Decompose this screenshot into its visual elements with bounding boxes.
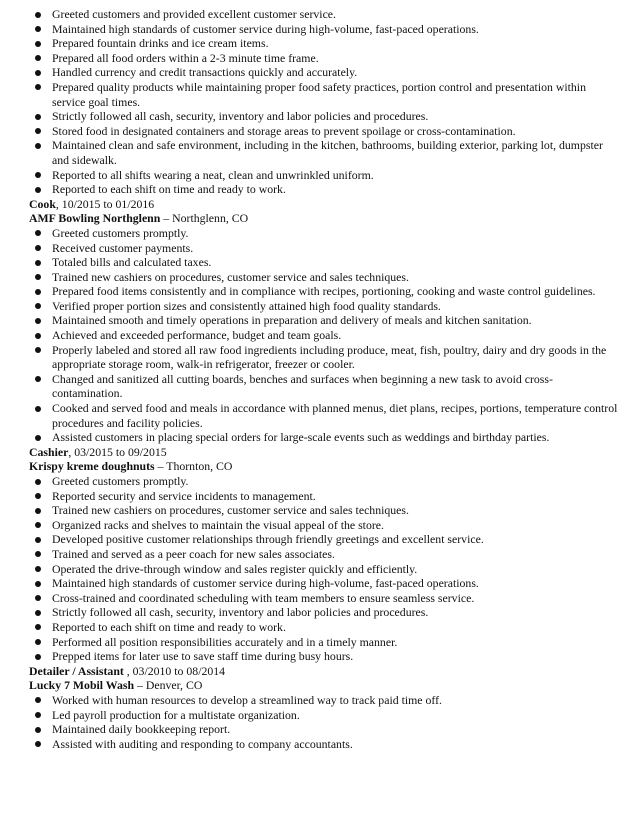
list-item: Properly labeled and stored all raw food ingredients including produce, meat, fish, poultry, dairy and dry goods in the appropriate storage room, walk-in refrigerator, freezer or cooler. [0, 343, 638, 372]
list-item: Assisted customers in placing special orders for large-scale events such as weddings and birthday parties. [0, 430, 638, 445]
list-item: Cooked and served food and meals in accordance with planned menus, diet plans, recipes, portions, temperature control procedures and facility policies. [0, 401, 638, 430]
list-item: Changed and sanitized all cutting boards, benches and surfaces when beginning a new task to avoid cross-contamination. [0, 372, 638, 401]
list-item: Maintained high standards of customer service during high-volume, fast-paced operations. [0, 576, 638, 591]
job-title: Cashier [29, 444, 69, 459]
list-item: Handled currency and credit transactions quickly and accurately. [0, 65, 638, 80]
list-item: Assisted with auditing and responding to company accountants. [0, 737, 638, 752]
list-item: Strictly followed all cash, security, inventory and labor policies and procedures. [0, 605, 638, 620]
employer-name: Krispy kreme doughnuts [29, 459, 155, 474]
job-entry-detailer [0, 664, 638, 752]
job-entry-cashier [0, 445, 638, 664]
list-item: Received customer payments. [0, 241, 638, 256]
list-item: Stored food in designated containers and storage areas to prevent spoilage or cross-contamination. [0, 124, 638, 139]
list-item: Verified proper portion sizes and consistently attained high food quality standards. [0, 299, 638, 314]
job-title-line [0, 197, 638, 212]
job-employer-line [0, 678, 638, 693]
job-employer-line [0, 459, 638, 474]
list-item: Led payroll production for a multistate organization. [0, 708, 638, 723]
list-item: Worked with human resources to develop a streamlined way to track paid time off. [0, 693, 638, 708]
list-item: Prepared all food orders within a 2-3 minute time frame. [0, 51, 638, 66]
list-item: Operated the drive-through window and sales register quickly and efficiently. [0, 562, 638, 577]
list-item: Performed all position responsibilities accurately and in a timely manner. [0, 635, 638, 650]
list-item: Greeted customers promptly. [0, 226, 638, 241]
list-item: Cross-trained and coordinated scheduling with team members to ensure seamless service. [0, 591, 638, 606]
employer-location: – Denver, CO [134, 678, 203, 693]
list-item: Prepared fountain drinks and ice cream items. [0, 36, 638, 51]
list-item: Trained and served as a peer coach for new sales associates. [0, 547, 638, 562]
list-item: Maintained clean and safe environment, including in the kitchen, bathrooms, building exterior, parking lot, dumpster and sidewalk. [0, 138, 638, 167]
job-bullet-list [0, 474, 638, 664]
job-title: Cook [29, 196, 56, 211]
list-item: Greeted customers promptly. [0, 474, 638, 489]
list-item: Prepped items for later use to save staff time during busy hours. [0, 649, 638, 664]
list-item: Achieved and exceeded performance, budget and team goals. [0, 328, 638, 343]
list-item: Trained new cashiers on procedures, customer service and sales techniques. [0, 270, 638, 285]
job-dates: , 03/2015 to 09/2015 [68, 444, 167, 459]
job-title-line [0, 445, 638, 460]
list-item: Maintained smooth and timely operations in preparation and delivery of meals and kitchen sanitation. [0, 313, 638, 328]
list-item: Prepared quality products while maintaining proper food safety practices, portion control and presentation within service goal times. [0, 80, 638, 109]
list-item: Maintained high standards of customer service during high-volume, fast-paced operations. [0, 22, 638, 37]
list-item: Developed positive customer relationships through friendly greetings and excellent service. [0, 532, 638, 547]
list-item: Reported to all shifts wearing a neat, clean and unwrinkled uniform. [0, 168, 638, 183]
list-item: Trained new cashiers on procedures, customer service and sales techniques. [0, 503, 638, 518]
intro-bullet-list [0, 7, 638, 197]
job-entry-cook [0, 197, 638, 445]
list-item: Greeted customers and provided excellent customer service. [0, 7, 638, 22]
employer-location: – Thornton, CO [154, 459, 233, 474]
job-bullet-list [0, 226, 638, 445]
job-bullet-list [0, 693, 638, 751]
employer-name: AMF Bowling Northglenn [29, 211, 161, 226]
list-item: Prepared food items consistently and in compliance with recipes, portioning, cooking and waste control guidelines. [0, 284, 638, 299]
employer-name: Lucky 7 Mobil Wash [29, 678, 135, 693]
job-employer-line [0, 211, 638, 226]
job-dates: , 10/2015 to 01/2016 [55, 196, 155, 211]
resume-page [0, 7, 638, 751]
list-item: Organized racks and shelves to maintain the visual appeal of the store. [0, 518, 638, 533]
list-item: Reported security and service incidents to management. [0, 489, 638, 504]
list-item: Maintained daily bookkeeping report. [0, 722, 638, 737]
list-item: Reported to each shift on time and ready to work. [0, 182, 638, 197]
job-dates: , 03/2010 to 08/2014 [123, 663, 226, 678]
job-title-line [0, 664, 638, 679]
list-item: Reported to each shift on time and ready to work. [0, 620, 638, 635]
employer-location: – Northglenn, CO [160, 211, 249, 226]
list-item: Strictly followed all cash, security, inventory and labor policies and procedures. [0, 109, 638, 124]
job-title: Detailer / Assistant [29, 663, 124, 678]
list-item: Totaled bills and calculated taxes. [0, 255, 638, 270]
